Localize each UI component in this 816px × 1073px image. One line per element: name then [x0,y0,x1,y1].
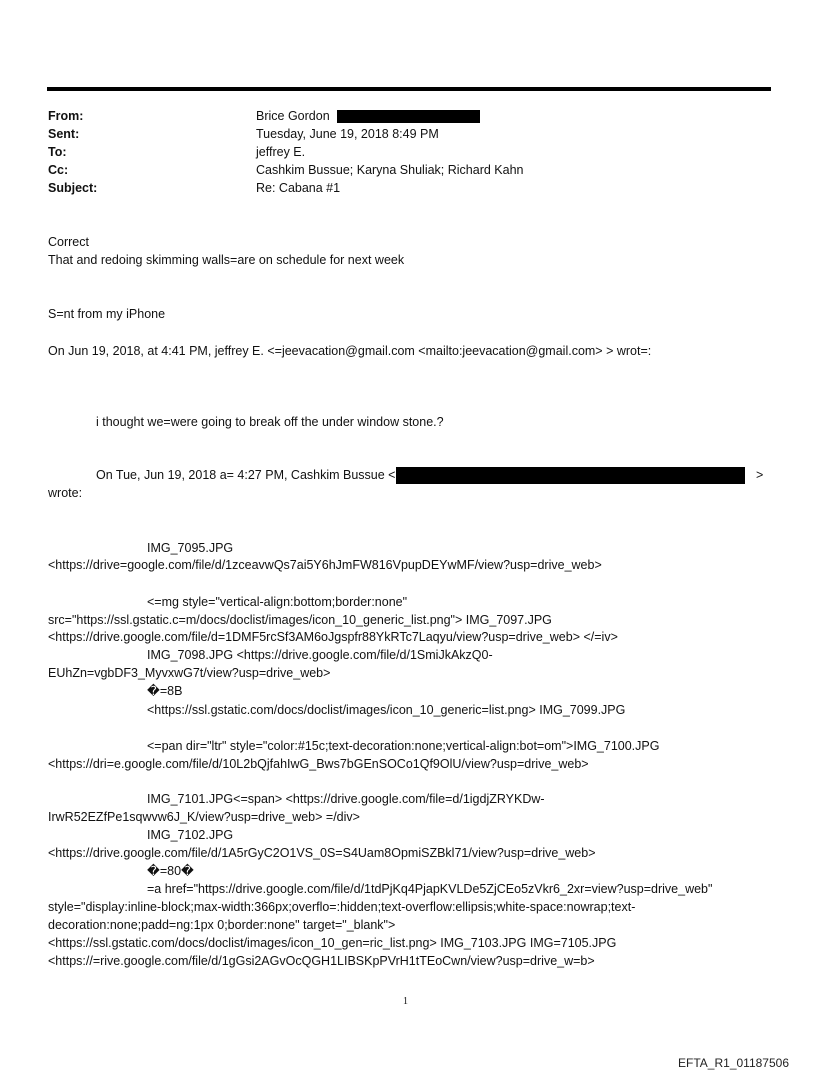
body-line: S=nt from my iPhone [48,307,166,321]
body-line: IrwR52EZfPe1sqwvw6J_K/view?usp=drive_web> =/div> [48,810,360,824]
body-line: <https://ssl.gstatic.com/docs/doclist/images/icon_10_generic=list.png> IMG_7099.JPG [147,703,626,717]
attachment-link: <https://dri=e.google.com/file/d/10L2bQjfahIwG_Bws7bGEnSOCo1Qf9OlU/view?usp=drive_web> [48,757,589,771]
header-rule [47,87,771,91]
cc-label: Cc: [48,163,69,177]
body-line: On Jun 19, 2018, at 4:41 PM, jeffrey E. <=jeevacation@gmail.com <mailto:jeevacation@gmail.com> > wrot=: [48,344,652,358]
body-line: src="https://ssl.gstatic.c=m/docs/doclist/images/icon_10_generic_list.png"> IMG_7097.JPG [48,613,552,627]
attribution-close: > [756,468,764,482]
attachment-link: <https://drive.google.com/file/d=1DMF5rcSf3AM6oJgspfr88YkRTc7Laqyu/view?usp=drive_web> </=iv> [48,630,618,644]
body-line: wrote: [48,486,83,500]
attachment-link: IMG_7098.JPG <https://drive.google.com/file/d/1SmiJkAkzQ0- [147,648,493,662]
subject-value: Re: Cabana #1 [256,181,341,195]
body-line: =a href="https://drive.google.com/file/d/1tdPjKq4PjapKVLDe5ZjCEo5zVkr6_2xr=view?usp=drive_web" [147,882,713,896]
document-id: EFTA_R1_01187506 [678,1056,789,1070]
body-line: �=8B [147,684,183,698]
attachment-link: <https://drive=google.com/file/d/1zceavwQs7ai5Y6hJmFW816VpupDEYwMF/view?usp=drive_web> [48,558,602,572]
body-line: Correct [48,235,89,249]
cc-value: Cashkim Bussue; Karyna Shuliak; Richard Kahn [256,163,524,177]
body-line: <=pan dir="ltr" style="color:#15c;text-decoration:none;vertical-align:bot=om">IMG_7100.JPG [147,739,660,753]
attachment-link: <https://=rive.google.com/file/d/1gGsi2AGvOcQGH1LIBSKpPVrH1tTEoCwn/view?usp=drive_w=b> [48,954,595,968]
to-label: To: [48,145,67,159]
body-line: �=80� [147,864,194,878]
quoted-attribution [96,466,745,484]
attachment-name: IMG_7095.JPG [147,541,234,555]
body-line: EUhZn=vgbDF3_MyvxwG7t/view?usp=drive_web> [48,666,331,680]
from-value [256,107,480,125]
subject-label: Subject: [48,181,98,195]
sent-label: Sent: [48,127,80,141]
page-number: 1 [403,996,408,1007]
body-line: That and redoing skimming walls=are on schedule for next week [48,253,405,267]
to-value: jeffrey E. [256,145,306,159]
body-line: <https://ssl.gstatic.com/docs/doclist/images/icon_10_gen=ric_list.png> IMG_7103.JPG IMG=7105.JPG [48,936,617,950]
attribution-text: On Tue, Jun 19, 2018 a= 4:27 PM, Cashkim Bussue < [96,468,396,482]
body-line: decoration:none;padd=ng:1px 0;border:none" target="_blank"> [48,918,396,932]
from-name: Brice Gordon [256,109,330,123]
redaction-box [396,467,745,484]
redaction-box [337,110,480,123]
attachment-name: IMG_7102.JPG [147,828,234,842]
attachment-link: <https://drive.google.com/file/d/1A5rGyC2O1VS_0S=S4Uam8OpmiSZBkl71/view?usp=drive_web> [48,846,596,860]
sent-value: Tuesday, June 19, 2018 8:49 PM [256,127,439,141]
from-label: From: [48,109,84,123]
body-line: <=mg style="vertical-align:bottom;border:none" [147,595,408,609]
quoted-line: i thought we=were going to break off the under window stone.? [96,415,444,429]
attachment-link: IMG_7101.JPG<=span> <https://drive.google.com/file=d/1igdjZRYKDw- [147,792,545,806]
body-line: style="display:inline-block;max-width:366px;overflo=:hidden;text-overflow:ellipsis;white-space:nowrap;text- [48,900,636,914]
